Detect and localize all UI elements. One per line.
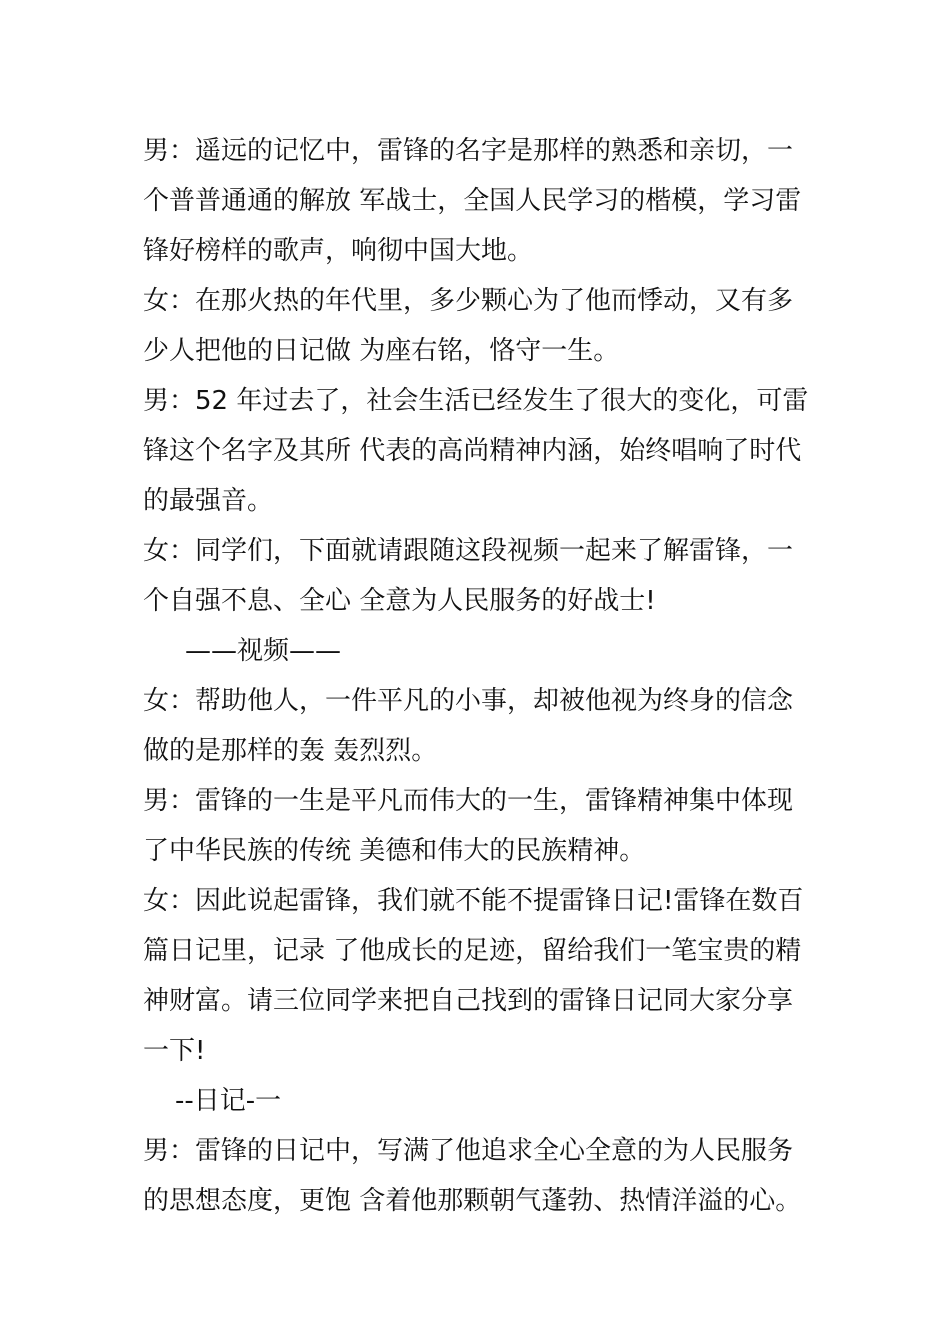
text-line: 男：遥远的记忆中，雷锋的名字是那样的熟悉和亲切，一: [143, 136, 794, 166]
text-line: 男：雷锋的日记中，写满了他追求全心全意的为人民服务: [143, 1136, 794, 1166]
text-line: 女：因此说起雷锋，我们就不能不提雷锋日记!雷锋在数百: [143, 886, 804, 916]
text-line: 男：52 年过去了，社会生活已经发生了很大的变化，可雷: [143, 386, 809, 416]
text-line: 女：在那火热的年代里，多少颗心为了他而悸动，又有多: [143, 286, 794, 316]
text-line: 做的是那样的轰 轰烈烈。: [143, 736, 438, 766]
text-line: 个自强不息、全心 全意为人民服务的好战士!: [143, 586, 656, 616]
video-section-marker: ——视频——: [185, 636, 342, 666]
text-line: 个普普通通的解放 军战士，全国人民学习的楷模，学习雷: [143, 186, 802, 216]
text-line: 女：帮助他人，一件平凡的小事，却被他视为终身的信念: [143, 686, 794, 716]
document-body: [143, 126, 813, 1226]
text-line: 女：同学们，下面就请跟随这段视频一起来了解雷锋，一: [143, 536, 794, 566]
text-line: 锋好榜样的歌声，响彻中国大地。: [143, 236, 534, 266]
text-line: 锋这个名字及其所 代表的高尚精神内涵，始终唱响了时代: [143, 436, 802, 466]
text-line: 的思想态度，更饱 含着他那颗朝气蓬勃、热情洋溢的心。: [143, 1186, 802, 1216]
text-line: 的最强音。: [143, 486, 274, 516]
text-line: 篇日记里，记录 了他成长的足迹，留给我们一笔宝贵的精: [143, 936, 802, 966]
text-line: 神财富。请三位同学来把自己找到的雷锋日记同大家分享: [143, 986, 794, 1016]
text-line: 一下!: [143, 1036, 206, 1066]
text-line: 少人把他的日记做 为座右铭，恪守一生。: [143, 336, 620, 366]
diary-section-marker: --日记-一: [175, 1086, 282, 1116]
text-line: 了中华民族的传统 美德和伟大的民族精神。: [143, 836, 646, 866]
text-line: 男：雷锋的一生是平凡而伟大的一生，雷锋精神集中体现: [143, 786, 794, 816]
